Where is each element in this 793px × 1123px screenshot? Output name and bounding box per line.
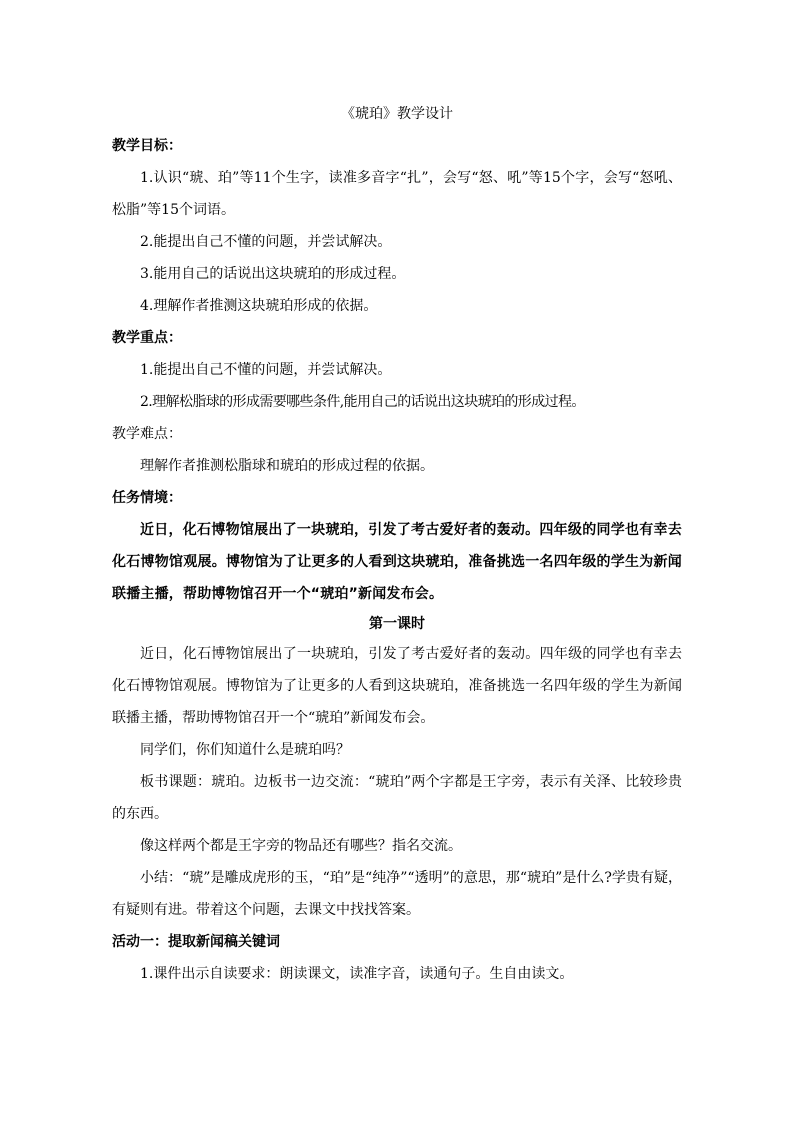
task-scenario-text: 近日，化石博物馆展出了一块琥珀，引发了考古爱好者的轰动。四年级的同学也有幸去化石博物馆观展。博物馆为了让更多的人看到这块琥珀，准备挑选一名四年级的学生为新闻联播主播，帮助博物馆召开一个“琥珀”新闻发布会。 [112,522,682,602]
key-points-heading: 教学重点： [112,330,182,346]
task-scenario-heading: 任务情境： [112,490,182,506]
objective-item: 2.能提出自己不懂的问题，并尝试解决。 [140,234,392,250]
objective-item: 3.能用自己的话说出这块琥珀的形成过程。 [140,266,406,282]
lesson-paragraph: 近日，化石博物馆展出了一块琥珀，引发了考古爱好者的轰动。四年级的同学也有幸去化石博物馆观展。博物馆为了让更多的人看到这块琥珀，准备挑选一名四年级的学生为新闻联播主播，帮助博物馆召开一个“琥珀”新闻发布会。 [112,646,682,726]
key-point-item: 2.理解松脂球的形成需要哪些条件,能用自己的话说出这块琥珀的形成过程。 [140,394,585,410]
objectives-heading: 教学目标： [112,138,182,154]
lesson-paragraph: 板书课题：琥珀。边板书一边交流：“琥珀”两个字都是王字旁，表示有关泽、比较珍贵的东西。 [112,774,682,822]
lesson-paragraph: 小结：“琥”是雕成虎形的玉，“珀”是“纯净”“透明”的意思，那“琥珀”是什么?学贵有疑，有疑则有进。带着这个问题，去课文中找找答案。 [112,870,682,918]
difficulties-heading: 教学难点： [112,426,182,442]
lesson-one-heading: 第一课时 [369,616,425,632]
lesson-paragraph: 像这样两个都是王字旁的物品还有哪些？指名交流。 [140,838,462,854]
activity-one-heading: 活动一：提取新闻稿关键词 [112,934,280,950]
objective-item: 4.理解作者推测这块琥珀形成的依据。 [140,298,378,314]
key-point-item: 1.能提出自己不懂的问题，并尝试解决。 [140,362,392,378]
document-page [112,100,682,990]
lesson-paragraph: 同学们，你们知道什么是琥珀吗？ [140,742,350,758]
activity-item: 1.课件出示自读要求：朗读课文，读准字音，读通句子。生自由读文。 [140,966,574,982]
difficulty-item: 理解作者推测松脂球和琥珀的形成过程的依据。 [140,458,434,474]
objective-item: 1.认识“琥、珀”等11个生字，读准多音字“扎”，会写“怒、吼”等15个字，会写“怒吼、松脂”等15个词语。 [112,170,682,218]
document-title: 《琥珀》教学设计 [341,106,453,122]
